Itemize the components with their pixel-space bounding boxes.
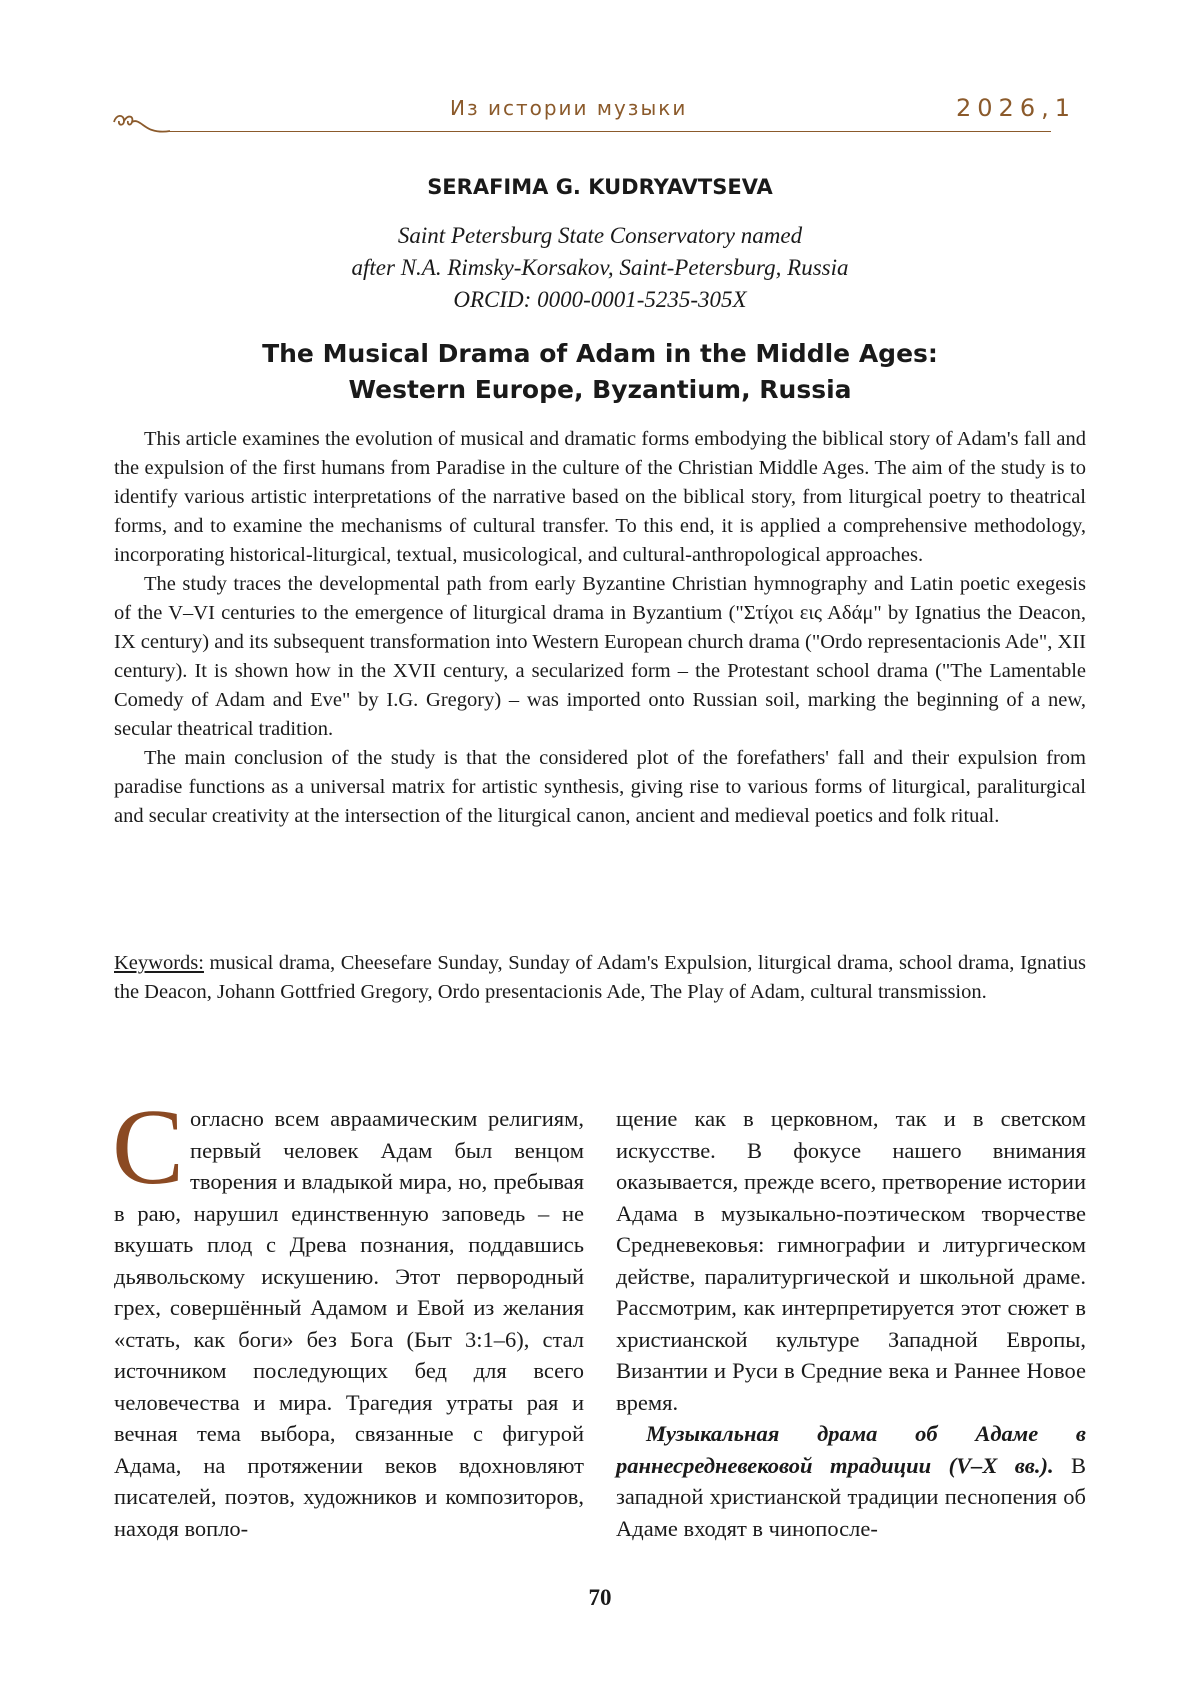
abstract-paragraph: The main conclusion of the study is that the considered plot of the forefathers' fall and their expulsion from paradise functions as a universal matrix for artistic synthesis, giving rise to various forms of liturgical, paraliturgical and secular creativity at the intersection of the liturgical canon, ancient and medieval poetics and folk ritual. <box>114 747 1086 827</box>
body-paragraph <box>616 1418 1086 1544</box>
title-line-2: Western Europe, Byzantium, Russia <box>348 375 852 404</box>
issue-number: 2026,1 <box>956 94 1076 122</box>
body-text: В западной христианской традиции песнопения об Адаме входят в чинопосле- <box>616 1452 1086 1541</box>
affiliation <box>0 220 1200 316</box>
body-paragraph: щение как в церковном, так и в светском искусстве. В фокусе нашего внимания оказывается, прежде всего, претворение истории Адама в музыкально-поэтическом творчестве Средневековья: гимнографии и литургическом действе, паралитургической и школьной драме. Рассмотрим, как интерпретируется этот сюжет в христианской культуре Западной Европы, Византии и Руси в Средние века и Раннее Новое время. <box>616 1106 1086 1415</box>
abstract-paragraph: The study traces the developmental path from early Byzantine Christian hymnography and Latin poetic exegesis of the V–VI centuries to the emergence of liturgical drama in Byzantium ("Στίχοι εις Αδάμ" by Ignatius the Deacon, IX century) and its subsequent transformation into Western European church drama ("Ordo representacionis Ade", XII century). It is shown how in the XVII century, a secularized form – the Protestant school drama ("The Lamentable Comedy of Adam and Eve" by I.G. Gregory) – was imported onto Russian soil, marking the beginning of a new, secular theatrical tradition. <box>114 573 1086 740</box>
abstract-paragraph: This article examines the evolution of musical and dramatic forms embodying the biblical story of Adam's fall and the expulsion of the first humans from Paradise in the culture of the Christian Middle Ages. The aim of the study is to identify various artistic interpretations of the narrative based on the biblical story, from liturgical poetry to theatrical forms, and to examine the mechanisms of cultural transfer. To this end, it is applied a comprehensive methodology, incorporating historical-liturgical, textual, musicological, and cultural-anthropological approaches. <box>114 428 1086 566</box>
author-name: SERAFIMA G. KUDRYAVTSEVA <box>427 175 773 199</box>
affiliation-line-2: after N.A. Rimsky-Korsakov, Saint-Petersburg, Russia <box>351 255 849 280</box>
abstract <box>114 425 1086 831</box>
orcid: ORCID: 0000-0001-5235-305X <box>453 287 747 312</box>
body-paragraph <box>112 1088 584 1544</box>
article-title <box>0 336 1200 408</box>
flourish-ornament-icon <box>112 108 172 134</box>
page-number: 70 <box>588 1585 612 1610</box>
keywords-text: musical drama, Cheesefare Sunday, Sunday of Adam's Expulsion, liturgical drama, school drama, Ignatius the Deacon, Johann Gottfried Gregory, Ordo presentacionis Ade, The Play of Adam, cultural transmission. <box>114 952 1086 1003</box>
keywords <box>114 949 1086 1007</box>
body-text: огласно всем авраамическим религиям, первый человек Адам был венцом творения и владыкой мира, но, пребывая в раю, нарушил единственную заповедь – не вкушать плод с Древа познания, поддавшись дьявольскому искушению. Этот первородный грех, совершённый Адамом и Евой из желания «стать, как боги» без Бога (Быт 3:1–6), стал источником последующих бед для всего человечества и мира. Трагедия утраты рая и вечная тема выбора, связанные с фигурой Адама, на протяжении веков вдохновляют писателей, поэтов, художников и композиторов, находя вопло- <box>114 1106 584 1541</box>
drop-cap: С <box>112 1088 185 1207</box>
keywords-label: Keywords: <box>114 952 204 974</box>
affiliation-line-1: Saint Petersburg State Conservatory named <box>397 223 803 248</box>
running-header <box>112 92 1080 142</box>
body-column-left <box>112 1088 584 1544</box>
section-heading: Музыкальная драма об Адаме в раннесредневековой традиции (V–X вв.). <box>616 1421 1086 1478</box>
section-title: Из истории музыки <box>450 96 688 120</box>
header-rule <box>168 131 1051 132</box>
title-line-1: The Musical Drama of Adam in the Middle Ages: <box>262 339 938 368</box>
body-column-right <box>616 1103 1086 1544</box>
